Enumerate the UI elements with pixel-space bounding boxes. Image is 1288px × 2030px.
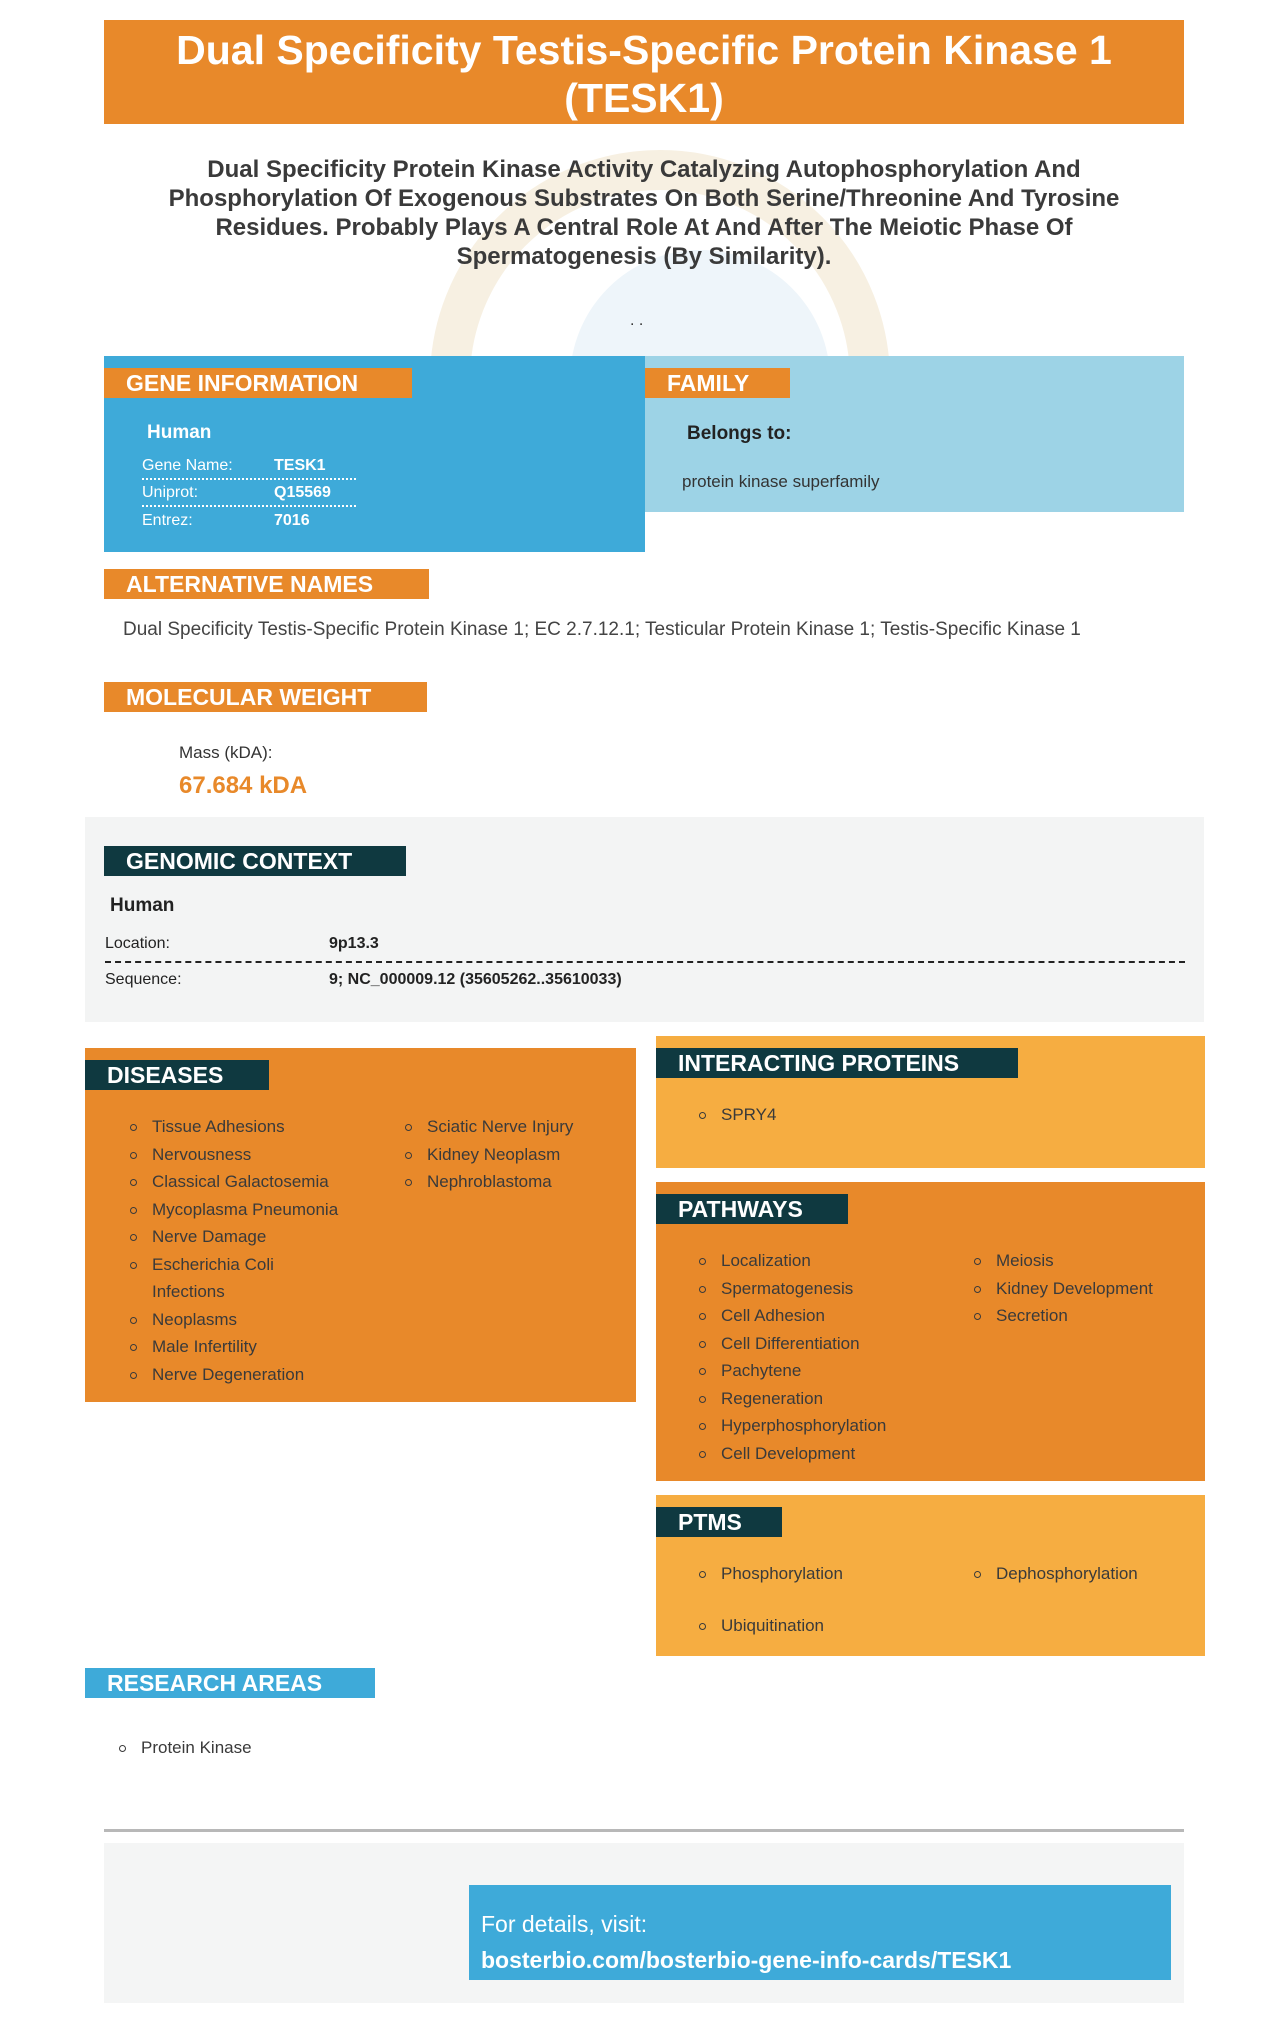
belongs-to-label: Belongs to: (687, 423, 792, 444)
alternative-names-header: ALTERNATIVE NAMES (104, 569, 429, 599)
list-item: Kidney Neoplasm (403, 1141, 628, 1169)
uniprot-row (142, 480, 356, 507)
uniprot-label: Uniprot: (142, 483, 199, 501)
list-item: Dephosphorylation (972, 1560, 1197, 1588)
family-panel (645, 356, 1184, 512)
list-item: Nerve Damage (128, 1223, 353, 1251)
list-item: Kidney Development (972, 1275, 1197, 1303)
sequence-row (105, 971, 1185, 989)
family-value: protein kinase superfamily (682, 472, 880, 491)
genomic-context-panel (85, 817, 1204, 1022)
diseases-panel (85, 1048, 636, 1402)
diseases-list-col2 (403, 1113, 628, 1196)
gene-information-panel (104, 356, 645, 552)
page-title: Dual Specificity Testis-Specific Protein Kinase 1 (TESK1) (104, 20, 1184, 124)
ptms-list-col2 (972, 1560, 1197, 1588)
entrez-value: 7016 (274, 511, 310, 529)
footer-divider (104, 1829, 1184, 1832)
list-item: Cell Adhesion (697, 1302, 957, 1330)
ptms-list-col1 (697, 1560, 957, 1639)
list-item: Secretion (972, 1302, 1197, 1330)
list-item: Phosphorylation (697, 1560, 957, 1588)
mass-label: Mass (kDA): (179, 743, 273, 762)
list-item: Classical Galactosemia (128, 1168, 353, 1196)
molecular-weight-header: MOLECULAR WEIGHT (104, 682, 427, 712)
interacting-proteins-header: INTERACTING PROTEINS (656, 1048, 1018, 1078)
interacting-proteins-list (697, 1101, 997, 1129)
gene-name-row (142, 453, 356, 480)
list-item: Neoplasms (128, 1306, 353, 1334)
list-item: Ubiquitination (697, 1612, 957, 1640)
genomic-species: Human (110, 895, 175, 916)
research-areas-header: RESEARCH AREAS (85, 1668, 375, 1698)
diseases-header: DISEASES (85, 1060, 269, 1090)
gene-info-table (142, 453, 356, 534)
pathways-panel (656, 1182, 1205, 1481)
family-header: FAMILY (645, 368, 790, 398)
protein-summary: Dual Specificity Protein Kinase Activity Catalyzing Autophosphorylation And Phosphorylation Of Exogenous Substrates On Both Serine/Threonine And Tyrosine Residues. Probably Plays A Central Role At And After The Meiotic Phase Of Spermatogenesis (By Similarity). (168, 156, 1120, 270)
list-item: Escherichia Coli Infections (128, 1251, 298, 1306)
gene-information-header: GENE INFORMATION (104, 368, 412, 398)
list-item: Nephroblastoma (403, 1168, 628, 1196)
ptms-header: PTMS (656, 1507, 782, 1537)
list-item: Nerve Degeneration (128, 1361, 353, 1389)
list-item: Male Infertility (128, 1333, 353, 1361)
list-item: Sciatic Nerve Injury (403, 1113, 628, 1141)
entrez-label: Entrez: (142, 511, 193, 529)
uniprot-value: Q15569 (274, 483, 331, 501)
sequence-value: 9; NC_000009.12 (35605262..35610033) (329, 971, 622, 988)
interacting-proteins-panel (656, 1036, 1205, 1168)
mass-value: 67.684 kDA (179, 772, 308, 799)
sequence-label: Sequence: (105, 971, 182, 988)
gene-name-label: Gene Name: (142, 456, 233, 474)
list-item: Mycoplasma Pneumonia (128, 1196, 353, 1224)
details-box (469, 1885, 1171, 1980)
list-item: Protein Kinase (117, 1734, 417, 1762)
list-item: Tissue Adhesions (128, 1113, 353, 1141)
list-item: Cell Differentiation (697, 1330, 957, 1358)
pathways-list-col2 (972, 1247, 1197, 1330)
list-item: Localization (697, 1247, 957, 1275)
gene-species: Human (147, 422, 212, 443)
list-item: Regeneration (697, 1385, 957, 1413)
genomic-context-header: GENOMIC CONTEXT (104, 846, 406, 876)
list-item: SPRY4 (697, 1101, 997, 1129)
location-label: Location: (105, 935, 170, 952)
ptms-panel (656, 1495, 1205, 1656)
alternative-names-text: Dual Specificity Testis-Specific Protein Kinase 1; EC 2.7.12.1; Testicular Protein Kinase 1; Testis-Specific Kinase 1 (123, 619, 1081, 640)
list-item: Nervousness (128, 1141, 353, 1169)
diseases-list-col1 (128, 1113, 353, 1388)
list-item: Meiosis (972, 1247, 1197, 1275)
pathways-header: PATHWAYS (656, 1194, 848, 1224)
details-link[interactable]: bosterbio.com/bosterbio-gene-info-cards/TESK1 (481, 1947, 1012, 1973)
entrez-row (142, 507, 356, 534)
pathways-list-col1 (697, 1247, 957, 1467)
details-label: For details, visit: (481, 1911, 648, 1937)
list-item: Pachytene (697, 1357, 957, 1385)
list-item: Hyperphosphorylation (697, 1412, 957, 1440)
ellipsis-text: . . (630, 312, 644, 329)
location-value: 9p13.3 (329, 935, 379, 952)
gene-name-value: TESK1 (274, 456, 326, 474)
list-item: Spermatogenesis (697, 1275, 957, 1303)
list-item: Cell Development (697, 1440, 957, 1468)
location-row (105, 935, 1185, 963)
research-areas-list (117, 1734, 417, 1762)
